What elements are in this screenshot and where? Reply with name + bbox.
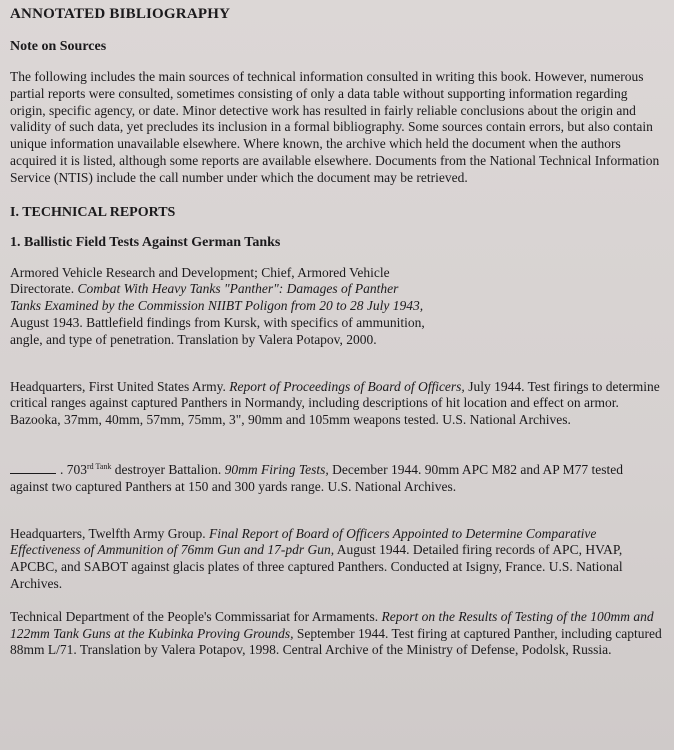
- entry-details: August 1944. Detailed firing records of APC, HVAP, APCBC, and SABOT against glacis plates of three captured Panthers. Conducted at Isigny, France. U.S. National Archives.: [10, 542, 623, 591]
- entry-author: Armored Vehicle Research and Development; Chief, Armored Vehicle Directorate.: [10, 264, 390, 297]
- note-text: The following includes the main sources of technical information consulted in writing this book. However, numerous partial reports were consulted, sometimes consisting of only a data table without supporting information regarding origin, specific agency, or date. Minor detective work has resulted in fairly reliable conclusions about the origin and validity of such data, yet precludes its inclusion in a formal bibliography. Some sources contain errors, but also contain unique information unavailable elsewhere. Where known, the archive which held the document when the authors acquired it is listed, although some reports are available elsewhere. Documents from the National Technical Information Service (NTIS) include the call number under which the document may be retrieved.: [10, 69, 660, 185]
- entry-title: Report on the Results of Testing of the 100mm and 122mm Tank Guns at the Kubinka Proving Grounds,: [10, 608, 654, 641]
- entry-details: July 1944. Test firings to determine critical ranges against captured Panthers in Normandy, including descriptions of hit location and effect on armor. Bazooka, 37mm, 40mm, 57mm, 75mm, 3", 90mm and 105mm weapons tested. U.S. National Archives.: [10, 378, 660, 428]
- entry-title: Report of Proceedings of Board of Officers,: [229, 378, 465, 394]
- bib-entry-5: [10, 609, 664, 659]
- bib-entry-1: [10, 265, 430, 349]
- subsection-heading: 1. Ballistic Field Tests Against German Tanks: [10, 234, 281, 250]
- entry-title: Final Report of Board of Officers Appointed to Determine Comparative Effectiveness of Ammunition of 76mm Gun and 17-pdr Gun,: [10, 525, 597, 558]
- bib-entry-3: [10, 459, 664, 496]
- entry-author-sup: rd Tank: [87, 461, 112, 471]
- page-title: ANNOTATED BIBLIOGRAPHY: [10, 6, 231, 22]
- section-heading: I. TECHNICAL REPORTS: [10, 204, 176, 220]
- ditto-blank: [10, 473, 56, 474]
- note-heading: Note on Sources: [10, 39, 107, 54]
- entry-title: 90mm Firing Tests,: [224, 461, 329, 477]
- entry-details: December 1944. 90mm APC M82 and AP M77 tested against two captured Panthers at 150 and 300 yards range. U.S. National Archives.: [10, 461, 624, 494]
- bib-entry-4: [10, 526, 664, 593]
- entry-author-prefix: . 703: [60, 461, 87, 477]
- entry-author: Technical Department of the People's Commissariat for Armaments.: [10, 608, 379, 624]
- entry-details: August 1943. Battlefield findings from Kursk, with specifics of ammunition, angle, and type of penetration. Translation by Valera Potapov, 2000.: [10, 314, 425, 347]
- entry-author: Headquarters, Twelfth Army Group.: [10, 525, 206, 541]
- entry-author: destroyer Battalion.: [114, 461, 222, 477]
- bib-entry-2: [10, 379, 664, 429]
- entry-details: September 1944. Test firing at captured Panther, including captured 88mm L/71. Translation by Valera Potapov, 1998. Central Archive of the Ministry of Defense, Podolsk, Russia.: [10, 625, 662, 658]
- entry-title: Combat With Heavy Tanks "Panther": Damages of Panther Tanks Examined by the Commission NIIBT Poligon from 20 to 28 July 1943,: [10, 281, 424, 314]
- entry-author: Headquarters, First United States Army.: [10, 378, 226, 394]
